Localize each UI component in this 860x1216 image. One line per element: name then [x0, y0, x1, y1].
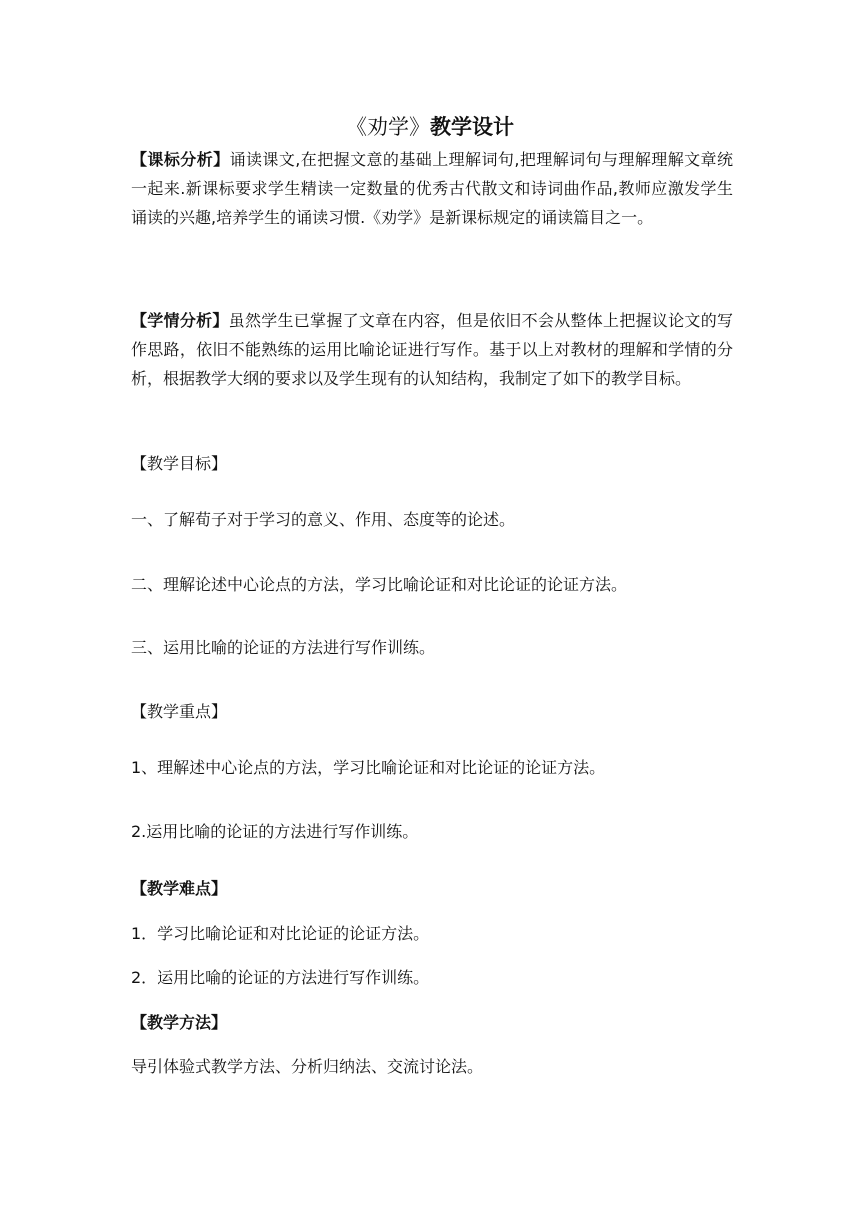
learner-analysis-paragraph	[131, 306, 733, 393]
objective-item-2: 二、理解论述中心论点的方法，学习比喻论证和对比论证的论证方法。	[131, 575, 628, 594]
difficulty-item-2: 2．运用比喻的论证的方法进行写作训练。	[131, 968, 430, 987]
title-book-name: 《劝学》	[346, 115, 430, 139]
curriculum-analysis-paragraph	[131, 145, 733, 232]
curriculum-analysis-label: 【课标分析】	[131, 150, 230, 169]
difficulties-heading: 【教学难点】	[131, 879, 228, 898]
key-point-item-1: 1、理解述中心论点的方法，学习比喻论证和对比论证的论证方法。	[131, 758, 606, 777]
key-point-item-2: 2.运用比喻的论证的方法进行写作训练。	[131, 822, 419, 841]
learner-analysis-text: 虽然学生已掌握了文章在内容，但是依旧不会从整体上把握议论文的写作思路，依旧不能熟练的运用比喻论证进行写作。基于以上对教材的理解和学情的分析，根据教学大纲的要求以及学生现有的认知结构，我制定了如下的教学目标。	[131, 311, 733, 388]
learner-analysis-label: 【学情分析】	[131, 311, 229, 330]
page-title	[0, 111, 860, 143]
objective-item-1: 一、了解荀子对于学习的意义、作用、态度等的论述。	[131, 510, 516, 529]
objectives-heading: 【教学目标】	[131, 454, 228, 473]
methods-heading: 【教学方法】	[131, 1013, 228, 1032]
objective-item-3: 三、运用比喻的论证的方法进行写作训练。	[131, 638, 436, 657]
key-points-heading: 【教学重点】	[131, 702, 228, 721]
title-main: 教学设计	[430, 115, 514, 139]
difficulty-item-1: 1．学习比喻论证和对比论证的论证方法。	[131, 924, 430, 943]
methods-text: 导引体验式教学方法、分析归纳法、交流讨论法。	[131, 1057, 484, 1076]
curriculum-analysis-text: 诵读课文,在把握文意的基础上理解词句,把理解词句与理解理解文章统一起来.新课标要求学生精读一定数量的优秀古代散文和诗词曲作品,教师应激发学生诵读的兴趣,培养学生的诵读习惯.《劝学》是新课标规定的诵读篇目之一。	[131, 150, 733, 227]
